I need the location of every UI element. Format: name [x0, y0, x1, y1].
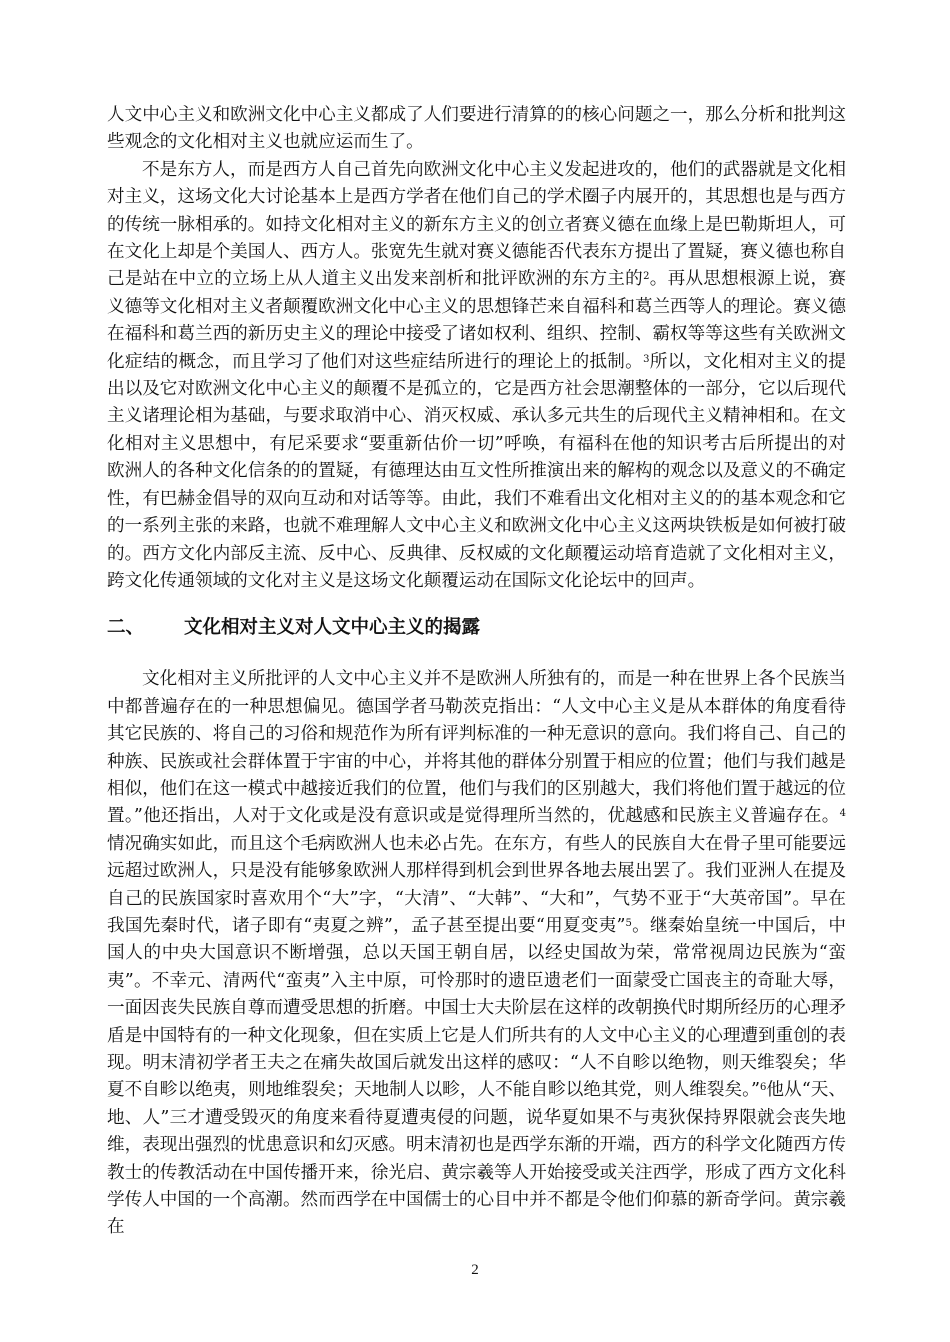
paragraph-2-text-c: 所以，文化相对主义的提出以及它对欧洲文化中心主义的颠覆不是孤立的，它是西方社会思潮整体的一部分，它以后现代主义诸理论相为基础，与要求取消中心、消灭权威、承认多元共生的后现代主义精神相和。在文化相对主义思想中，有尼采要求“要重新估价一切”呼唤，有福科在他的知识考古后所提出的对欧洲人的各种文化信条的的置疑，有德理达由互文性所推演出来的解构的观念以及意义的不确定性，有巴赫金倡导的双向互动和对话等等。由此，我们不难看出文化相对主义的的基本观念和它的一系列主张的来路，也就不难理解人文中心主义和欧洲文化中心主义这两块铁板是如何被打破的。西方文化内部反主流、反中心、反典律、反权威的文化颠覆运动培育造就了文化相对主义，跨文化传通领域的文化对主义是这场文化颠覆运动在国际文化论坛中的回声。 — [107, 351, 846, 591]
footnote-ref-2[interactable]: 2 — [643, 271, 650, 283]
footnote-ref-5[interactable]: 5 — [625, 917, 632, 929]
paragraph-2 — [107, 157, 846, 596]
paragraph-1 — [107, 102, 846, 157]
footnote-ref-4[interactable]: 4 — [839, 808, 846, 820]
paragraph-3-text-d: 他从“天、地、人”三才遭受毁灭的角度来看待夏遭夷侵的问题，说华夏如果不与夷狄保持界限就会丧失地维，表现出强烈的忧患意识和幻灭感。明末清初也是西学东渐的开端，西方的科学文化随西方传教士的传教活动在中国传播开来，徐光启、黄宗羲等人开始接受或关注西学，形成了西方文化科学传人中国的一个高潮。然而西学在中国儒士的心目中并不都是令他们仰慕的新奇学问。黄宗羲在 — [107, 1080, 846, 1238]
paragraph-1-text: 人文中心主义和欧洲文化中心主义都成了人们要进行清算的的核心问题之一，那么分析和批判这些观念的文化相对主义也就应运而生了。 — [107, 105, 846, 153]
paragraph-2-text-b: 。再从思想根源上说，赛义德等文化相对主义者颠覆欧洲文化中心主义的思想锋芒来自福科和葛兰西等人的理论。赛义德在福科和葛兰西的新历史主义的理论中接受了诸如权利、组织、控制、霸权等等这些有关欧洲文化症结的概念，而且学习了他们对这些症结所进行的理论上的抵制。 — [107, 269, 846, 372]
paragraph-3-text-b: 情况确实如此，而且这个毛病欧洲人也未必占先。在东方，有些人的民族自大在骨子里可能要远远超过欧洲人，只是没有能够象欧洲人那样得到机会到世界各地去展出罢了。我们亚洲人在提及自己的民族国家时喜欢用个“大”字，“大清”、“大韩”、“大和”，气势不亚于“大英帝国”。早在我国先秦时代，诸子即有“夷夏之辨”，孟子甚至提出要“用夏变夷” — [107, 833, 846, 936]
paragraph-3-text-a: 文化相对主义所批评的人文中心主义并不是欧洲人所独有的，而是一种在世界上各个民族当中都普遍存在的一种思想偏见。德国学者马勒茨克指出：“人文中心主义是从本群体的角度看待其它民族的、将自己的习俗和规范作为所有评判标准的一种无意识的意向。我们将自己、自己的种族、民族或社会群体置于宇宙的中心，并将其他的群体分别置于相应的位置；他们与我们越是相似，他们在这一模式中越接近我们的位置，他们与我们的区别越大，我们将他们置于越远的位置。”他还指出，人对于文化或是没有意识或是觉得理所当然的，优越感和民族主义普遍存在。 — [107, 669, 846, 827]
section-title: 文化相对主义对人文中心主义的揭露 — [184, 617, 481, 639]
section-number: 二、 — [107, 617, 145, 639]
paragraph-3 — [107, 666, 846, 1242]
page-number: 2 — [471, 1262, 479, 1278]
document-body — [107, 102, 846, 1242]
section-heading — [107, 614, 846, 642]
footnote-ref-6[interactable]: 6 — [760, 1082, 767, 1094]
paragraph-2-text-a: 不是东方人，而是西方人自己首先向欧洲文化中心主义发起进攻的，他们的武器就是文化相对主义，这场文化大讨论基本上是西方学者在他们自己的学术圈子内展开的，其思想也是与西方的传统一脉相承的。如持文化相对主义的新东方主义的创立者赛义德在血缘上是巴勒斯坦人，可在文化上却是个美国人、西方人。张宽先生就对赛义德能否代表东方提出了置疑，赛义德也称自己是站在中立的立场上从人道主义出发来剖析和批评欧洲的东方主的 — [107, 159, 846, 290]
paragraph-3-text-c: 。继秦始皇统一中国后，中国人的中央大国意识不断增强，总以天国王朝自居，以经史国故为荣，常常视周边民族为“蛮夷”。不幸元、清两代“蛮夷”入主中原，可怜那时的遗臣遗老们一面蒙受亡国丧主的奇耻大辱，一面因丧失民族自尊而遭受思想的折磨。中国士大夫阶层在这样的改朝换代时期所经历的心理矛盾是中国特有的一种文化现象，但在实质上它是人们所共有的人文中心主义的心理遭到重创的表现。明末清初学者王夫之在痛失故国后就发出这样的感叹：“人不自畛以绝物，则天维裂矣；华夏不自畛以绝夷，则地维裂矣；天地制人以畛，人不能自畛以绝其党，则人维裂矣。” — [107, 915, 846, 1101]
footnote-ref-3[interactable]: 3 — [643, 353, 650, 365]
